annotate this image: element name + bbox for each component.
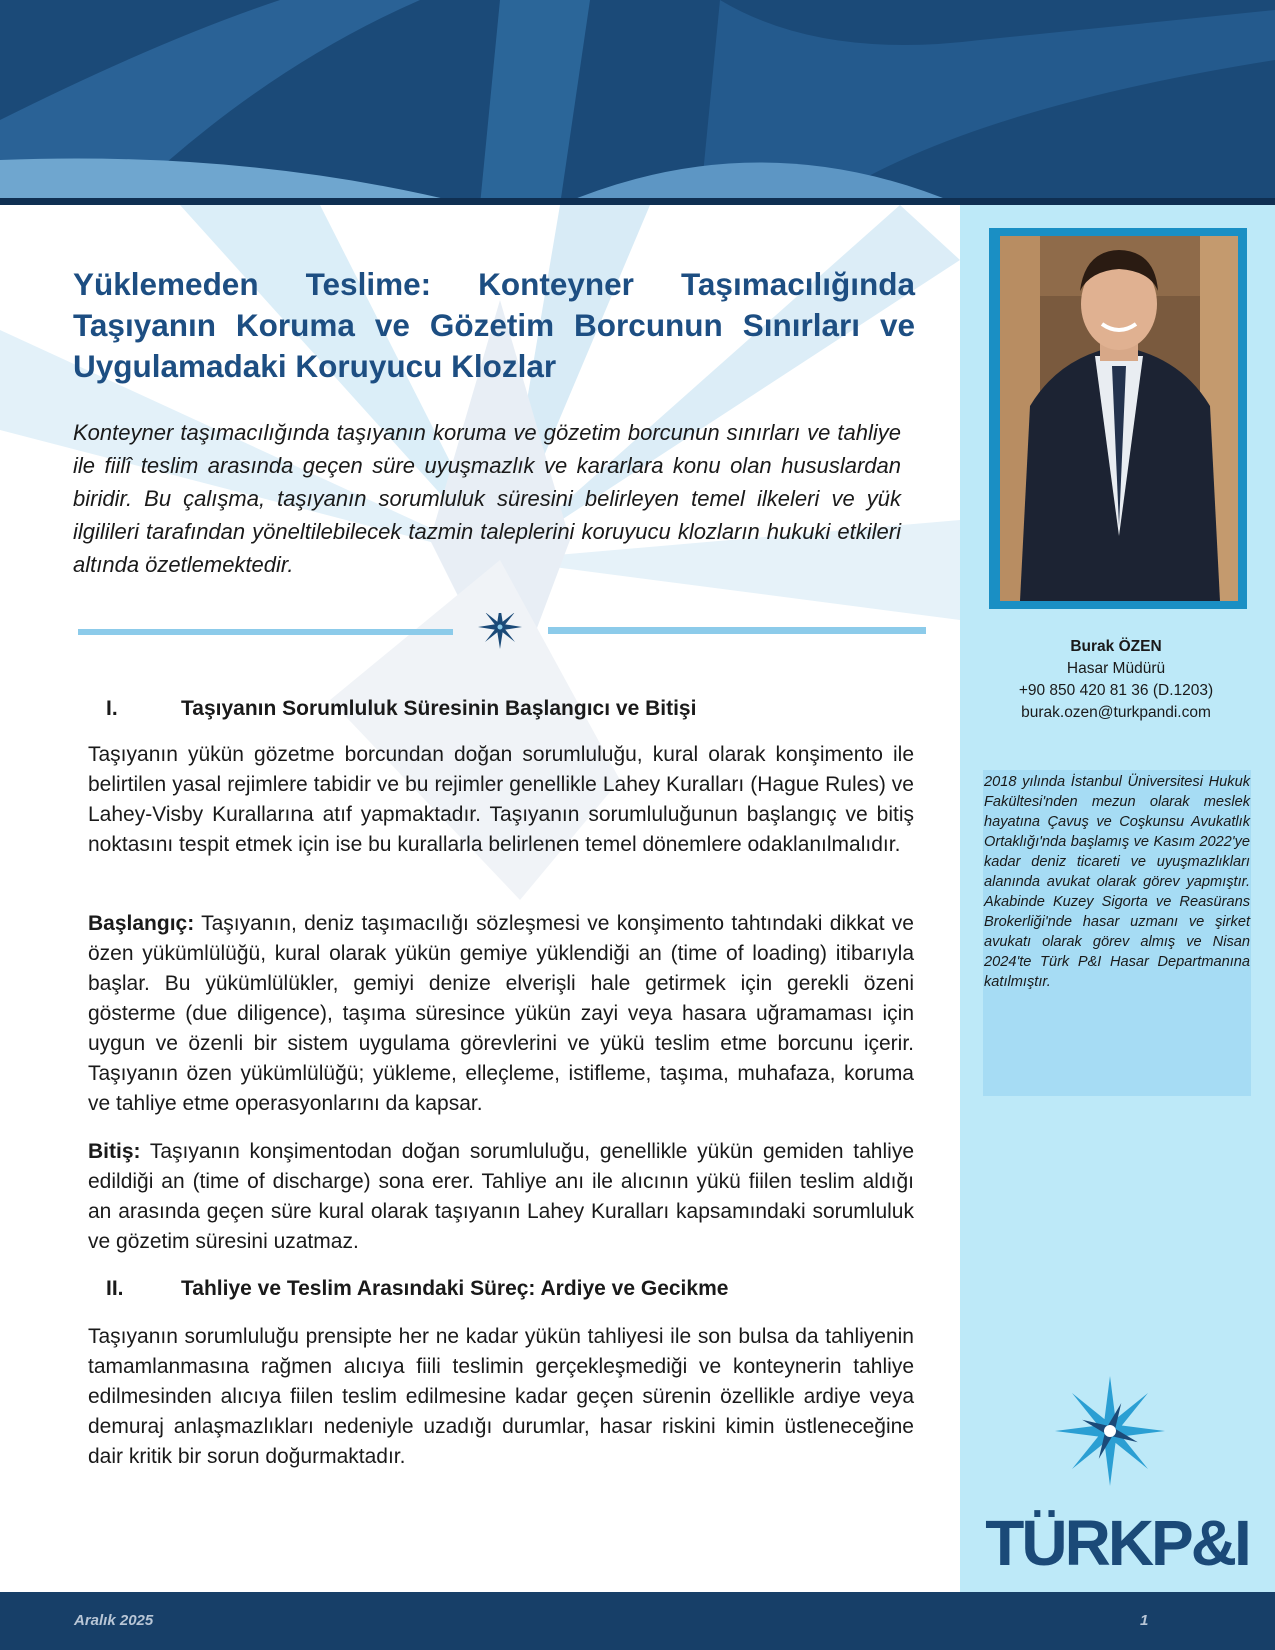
article-abstract: Konteyner taşımacılığında taşıyanın koruma ve gözetim borcunun sınırları ve tahliye ile fiilî teslim arasında geçen süre uyuşmazlık ve kararlara konu olan hususlardan biridir. Bu çalışma, taşıyanın sorumluluk süresini belirleyen temel ilkeleri ve yük ilgilileri tarafından yöneltilebilecek tazmin taleplerini koruyucu klozların hukuki etkileri altında özetlemektedir. <box>73 420 901 577</box>
author-role: Hasar Müdürü <box>1066 660 1166 677</box>
section-1-end-paragraph <box>88 1137 914 1257</box>
author-name: Burak ÖZEN <box>1070 638 1162 655</box>
logo-wordmark: TÜRKP&I <box>985 1507 1249 1575</box>
end-label: Bitiş: <box>88 1140 141 1163</box>
section-1-number: I. <box>106 697 118 720</box>
section-1-intro: Taşıyanın yükün gözetme borcundan doğan sorumluluğu, kural olarak konşimento ile belirtilen yasal rejimlere tabidir ve bu rejimler genellikle Lahey Kuralları (Hague Rules) ve Lahey-Visby Kurallarına atıf yapmaktadır. Taşıyanın sorumluluğunun başlangıç ve bitiş noktasını tespit etmek için ise bu kurallarla belirlenen temel dönemlere odaklanılmalıdır. <box>88 743 914 856</box>
author-phone: +90 850 420 81 36 (D.1203) <box>1018 682 1214 699</box>
author-photo <box>1000 236 1238 601</box>
page-footer <box>0 1592 1275 1650</box>
author-info <box>975 636 1257 724</box>
author-bio: 2018 yılında İstanbul Üniversitesi Hukuk Fakültesi'nden mezun olarak meslek hayatına Çavuş ve Coşkunsu Avukatlık Ortaklığı'nda başlamış ve Kasım 2022'ye kadar deniz ticareti ve uyuşmazlıkları alanında avukat olarak görev yapmıştır. Akabinde Kuzey Sigorta ve Reasürans Brokerliği'nde hasar uzmanı ve şirket avukatı olarak görev almış ve Nisan 2024'te Türk P&I Hasar Departmanına katılmıştır. <box>984 774 1250 990</box>
section-1-title: Taşıyanın Sorumluluk Süresinin Başlangıcı ve Bitişi <box>181 697 697 720</box>
divider-star-icon <box>478 613 522 649</box>
end-text: Taşıyanın konşimentodan doğan sorumluluğu, genellikle yükün gemiden tahliye edildiği an (time of discharge) sona erer. Tahliye anı ile alıcının yükü fiilen teslim aldığı an arasında geçen süre kural olarak taşıyanın Lahey Kuralları kapsamındaki sorumluluk ve gözetim süresini uzatmaz. <box>88 1140 914 1253</box>
turkpi-logo <box>975 1505 1260 1575</box>
section-1-start-paragraph <box>88 909 914 1119</box>
section-2-number: II. <box>106 1277 124 1300</box>
start-text: Taşıyanın, deniz taşımacılığı sözleşmesi ve konşimento tahtındaki dikkat ve özen yükümlülüğü, kural olarak yükün gemiye yüklendiği an (time of loading) itibarıyla başlar. Bu yükümlülükler, gemiyi denize elverişli hale getirmek için gerekli özeni gösterme (due diligence), taşıma süresince yükün zayi veya hasara uğramaması için uygun ve özenli bir sistem uygulama görevlerini ve yükü teslim etme borcunu içerir. Taşıyanın özen yükümlülüğü; yükleme, elleçleme, istifleme, taşıma, muhafaza, koruma ve tahliye etme operasyonlarını da kapsar. <box>88 912 914 1115</box>
author-email[interactable]: burak.ozen@turkpandi.com <box>1021 704 1211 721</box>
section-divider <box>78 613 926 653</box>
start-label: Başlangıç: <box>88 912 195 935</box>
footer-date: Aralık 2025 <box>74 1612 154 1629</box>
article-title: Yüklemeden Teslime: Konteyner Taşımacılığında Taşıyanın Koruma ve Gözetim Borcunun Sınırları ve Uygulamadaki Koruyucu Klozlar <box>73 266 915 384</box>
header-banner <box>0 0 1275 205</box>
turkpi-star-icon <box>1055 1376 1165 1486</box>
section-2-title: Tahliye ve Teslim Arasındaki Süreç: Ardiye ve Gecikme <box>181 1277 729 1300</box>
page-number: 1 <box>1140 1612 1149 1629</box>
section-2-paragraph: Taşıyanın sorumluluğu prensipte her ne kadar yükün tahliyesi ile son bulsa da tahliyenin tamamlanmasına rağmen alıcıya fiili teslimin gerçekleşmediği ve konteynerin tahliye edilmesinden alıcıya fiilen teslim edilmesine kadar geçen sürenin özellikle ardiye veya demuraj anlaşmazlıkları nedeniyle uzadığı durumlar, hasar riskini kimin üstleneceğine dair kritik bir sorun doğurmaktadır. <box>88 1325 914 1468</box>
